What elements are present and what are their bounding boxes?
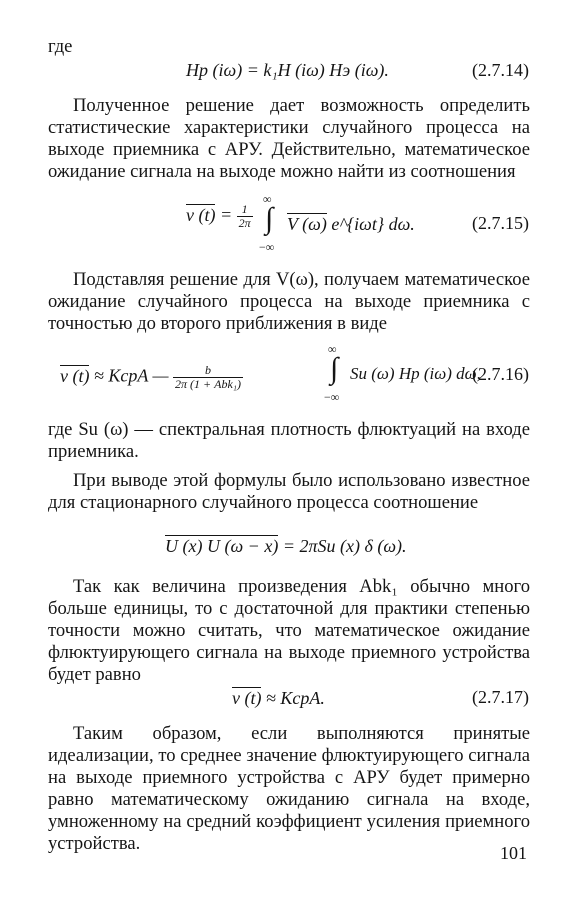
equation-number-2-7-14: (2.7.14) — [472, 60, 529, 80]
equation-2-7-16 — [60, 364, 243, 391]
paragraph-2: Подставляя решение для V(ω), получаем математическое ожидание случайного процесса на выходе приемника с точностью до второго приближения в виде — [48, 269, 530, 334]
eq17-lhs: v (t) — [232, 688, 262, 708]
paragraph-6: Таким образом, если выполняются принятые идеализации, то среднее значение флюктуирующего сигнала на выходе приемного устройства с АРУ будет примерно равно математическому ожиданию сигнала на входе, умноженному на средний коэффициент усиления приемного устройства. — [48, 723, 530, 854]
eq15-equals: = — [219, 204, 233, 225]
eq15-frac-den: 2π — [238, 216, 251, 230]
where-label: где — [48, 36, 73, 57]
eq16-frac-den: 2π (1 + Abk₁) — [175, 377, 241, 391]
eq16-lower-limit: −∞ — [324, 390, 340, 404]
equation-2-7-17 — [232, 687, 325, 709]
paragraph-5: Так как величина произведения Abk₁ обычно много больше единицы, то с достаточной для практики степенью точности можно считать, что математическое ожидание флюктуирующего сигнала на выходе приемного устройства будет равно — [48, 576, 530, 685]
eq15-upper-limit: ∞ — [263, 192, 272, 206]
eq16-integrand: Su (ω) Hр (iω) dω, — [350, 364, 481, 383]
eq15-integrand-bar: V (ω) — [287, 214, 327, 234]
paragraph-3: где Su (ω) — спектральная плотность флюктуаций на входе приемника. — [48, 419, 530, 462]
eq15-frac-num: 1 — [237, 203, 253, 217]
eq16-lhs: v (t) — [60, 365, 90, 386]
integral-sign: ∫ — [330, 352, 339, 385]
eq16-approx: ≈ KсрA — — [93, 365, 169, 386]
eq15-lhs: v (t) — [186, 204, 216, 225]
eq15-lower-limit: −∞ — [259, 240, 275, 254]
equation-number-2-7-16: (2.7.16) — [472, 364, 529, 384]
equation-number-2-7-17: (2.7.17) — [472, 687, 529, 707]
eq17-rhs: ≈ KсрA. — [265, 688, 325, 708]
eq16-fraction — [173, 364, 243, 391]
page-number: 101 — [500, 843, 527, 863]
eq15-integrand — [287, 213, 415, 235]
integral-sign: ∫ — [265, 202, 274, 235]
paragraph-1: Полученное решение дает возможность определить статистические характеристики случайного процесса на выходе приемника с АРУ. Действительно, математическое ожидание сигнала на выходе можно найти из соотношения — [48, 95, 530, 182]
paragraph-4: При выводе этой формулы было использовано известное для стационарного случайного процесса соотношение — [48, 470, 530, 513]
equation-ux-relation — [165, 535, 407, 557]
eq15-fraction — [237, 203, 253, 230]
eq16-upper-limit: ∞ — [328, 342, 337, 356]
equation-2-7-14: Hр (iω) = k₁H (iω) Hэ (iω). — [186, 60, 389, 80]
equation-number-2-7-15: (2.7.15) — [472, 213, 529, 233]
equx-rest: = 2πSu (x) δ (ω). — [282, 536, 407, 556]
eq16-frac-num: b — [173, 364, 243, 378]
eq15-integrand-rest: e^{iωt} dω. — [331, 214, 415, 234]
equx-bar: U (x) U (ω − x) — [165, 536, 279, 556]
equation-2-7-15 — [186, 203, 253, 230]
